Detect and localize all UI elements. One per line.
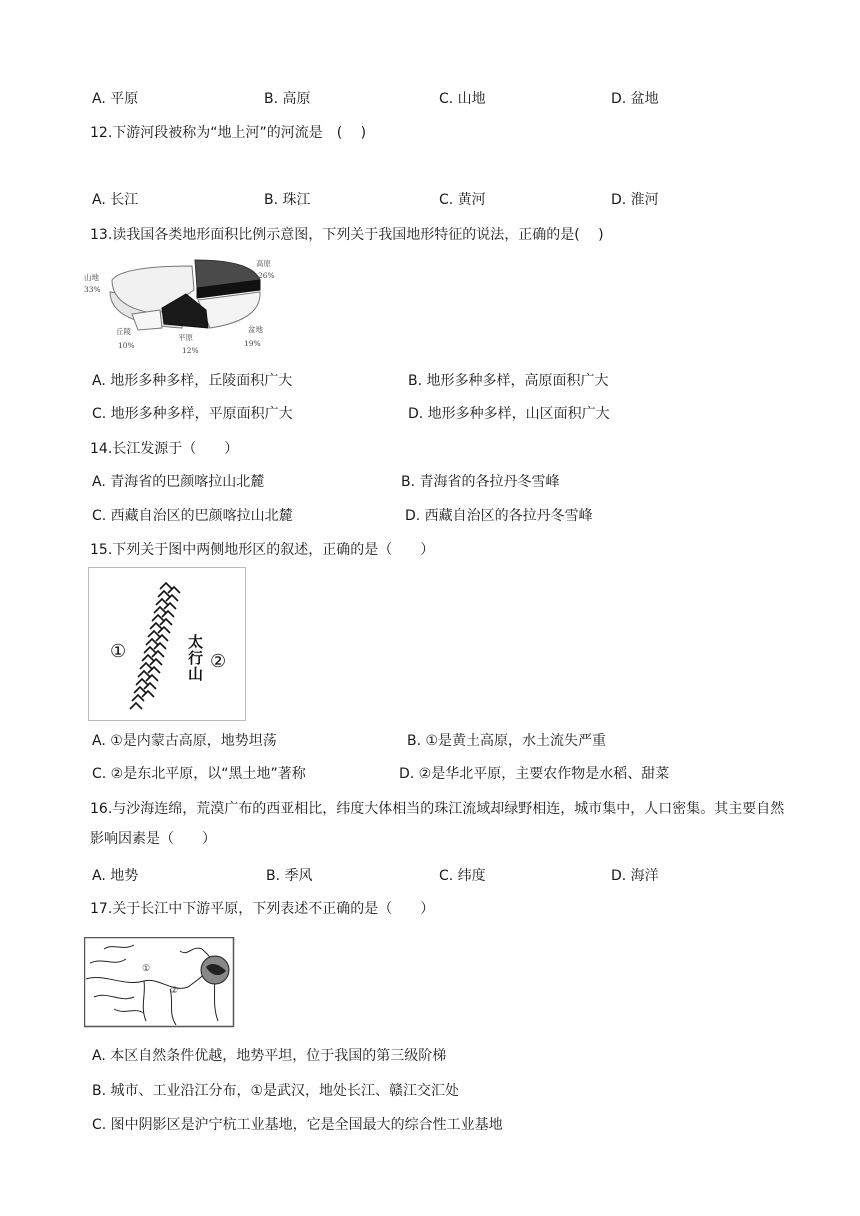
option-b: B. ①是黄土高原，水土流失严重 <box>407 733 607 749</box>
q14-options-ab <box>0 471 860 493</box>
option-a: A. 地势 <box>92 868 139 884</box>
label-hill: 丘陵 <box>116 327 131 336</box>
svg-text:行: 行 <box>188 649 204 667</box>
option-c: C. 黄河 <box>439 192 486 208</box>
option-a: A. 平原 <box>92 91 139 107</box>
option-d: D. 盆地 <box>611 91 659 107</box>
option-a: A. 长江 <box>92 192 139 208</box>
option-c: C. 地形多种多样，平原面积广大 <box>92 406 293 422</box>
pie-slice-hill <box>132 310 162 330</box>
terrain-pie-chart <box>82 252 282 360</box>
svg-text:太: 太 <box>188 633 204 651</box>
q14-options-cd <box>0 505 860 527</box>
value-hill: 10% <box>118 341 135 350</box>
q16-options <box>0 865 860 887</box>
option-d: D. ②是华北平原，主要农作物是水稻、甜菜 <box>399 766 670 782</box>
yangtze-plain-map <box>84 937 236 1029</box>
question-13-stem: 13.读我国各类地形面积比例示意图，下列关于我国地形特征的说法，正确的是( ) <box>90 227 604 243</box>
q15-options-ab <box>0 730 860 752</box>
option-c: C. 纬度 <box>439 868 486 884</box>
option-d: D. 海洋 <box>611 868 659 884</box>
option-d: D. 西藏自治区的各拉丹冬雪峰 <box>405 508 593 524</box>
option-a: A. ①是内蒙古高原，地势坦荡 <box>92 733 277 749</box>
q17-option-a-row <box>0 1045 860 1067</box>
option-b: B. 城市、工业沿江分布，①是武汉，地处长江、赣江交汇处 <box>92 1083 460 1099</box>
map-label-1: ① <box>110 641 127 662</box>
option-b: B. 青海省的各拉丹冬雪峰 <box>401 474 560 490</box>
q11-options <box>0 88 860 110</box>
value-basin: 19% <box>244 339 261 348</box>
label-mountain: 山地 <box>84 273 99 282</box>
value-plain: 12% <box>182 346 199 355</box>
map-label-1: ① <box>142 964 151 974</box>
option-c: C. 西藏自治区的巴颜喀拉山北麓 <box>92 508 293 524</box>
option-b: B. 高原 <box>264 91 311 107</box>
q17-option-c-row <box>0 1114 860 1136</box>
taihang-mountain-map <box>88 567 246 721</box>
option-d: D. 地形多种多样，山区面积广大 <box>408 406 610 422</box>
option-a: A. 本区自然条件优越，地势平坦，位于我国的第三级阶梯 <box>92 1048 447 1064</box>
option-a: A. 地形多种多样，丘陵面积广大 <box>92 373 293 389</box>
svg-text:山: 山 <box>188 665 204 683</box>
question-17-stem: 17.关于长江中下游平原，下列表述不正确的是（ ） <box>90 901 435 917</box>
q13-options-ab <box>0 370 860 392</box>
option-b: B. 地形多种多样，高原面积广大 <box>408 373 609 389</box>
option-b: B. 珠江 <box>264 192 311 208</box>
option-a: A. 青海省的巴颜喀拉山北麓 <box>92 474 265 490</box>
option-b: B. 季风 <box>266 868 313 884</box>
q15-options-cd <box>0 763 860 785</box>
q12-options <box>0 189 860 211</box>
label-plain: 平原 <box>178 333 193 342</box>
map-label-2: ② <box>210 651 227 672</box>
q17-option-b-row <box>0 1080 860 1102</box>
option-c: C. 图中阴影区是沪宁杭工业基地，它是全国最大的综合性工业基地 <box>92 1117 503 1133</box>
question-14-stem: 14.长江发源于（ ） <box>90 441 239 457</box>
option-d: D. 淮河 <box>611 192 659 208</box>
map-label-2: ② <box>170 986 179 996</box>
question-12-stem: 12.下游河段被称为“地上河”的河流是 ( ) <box>90 125 367 141</box>
option-c: C. ②是东北平原，以“黑土地”著称 <box>92 766 306 782</box>
question-15-stem: 15.下列关于图中两侧地形区的叙述，正确的是（ ） <box>90 542 435 558</box>
value-mountain: 33% <box>84 285 101 294</box>
question-16-stem: 16.与沙海连绵，荒漠广布的西亚相比，纬度大体相当的珠江流域却绿野相连，城市集中，人口密集。其主要自然影响因素是（ ） <box>90 801 785 847</box>
q13-options-cd <box>0 403 860 425</box>
value-plateau: 26% <box>258 271 275 280</box>
option-c: C. 山地 <box>439 91 486 107</box>
label-plateau: 高原 <box>256 259 271 268</box>
map-label-taihang <box>188 633 203 683</box>
label-basin: 盆地 <box>248 325 263 334</box>
